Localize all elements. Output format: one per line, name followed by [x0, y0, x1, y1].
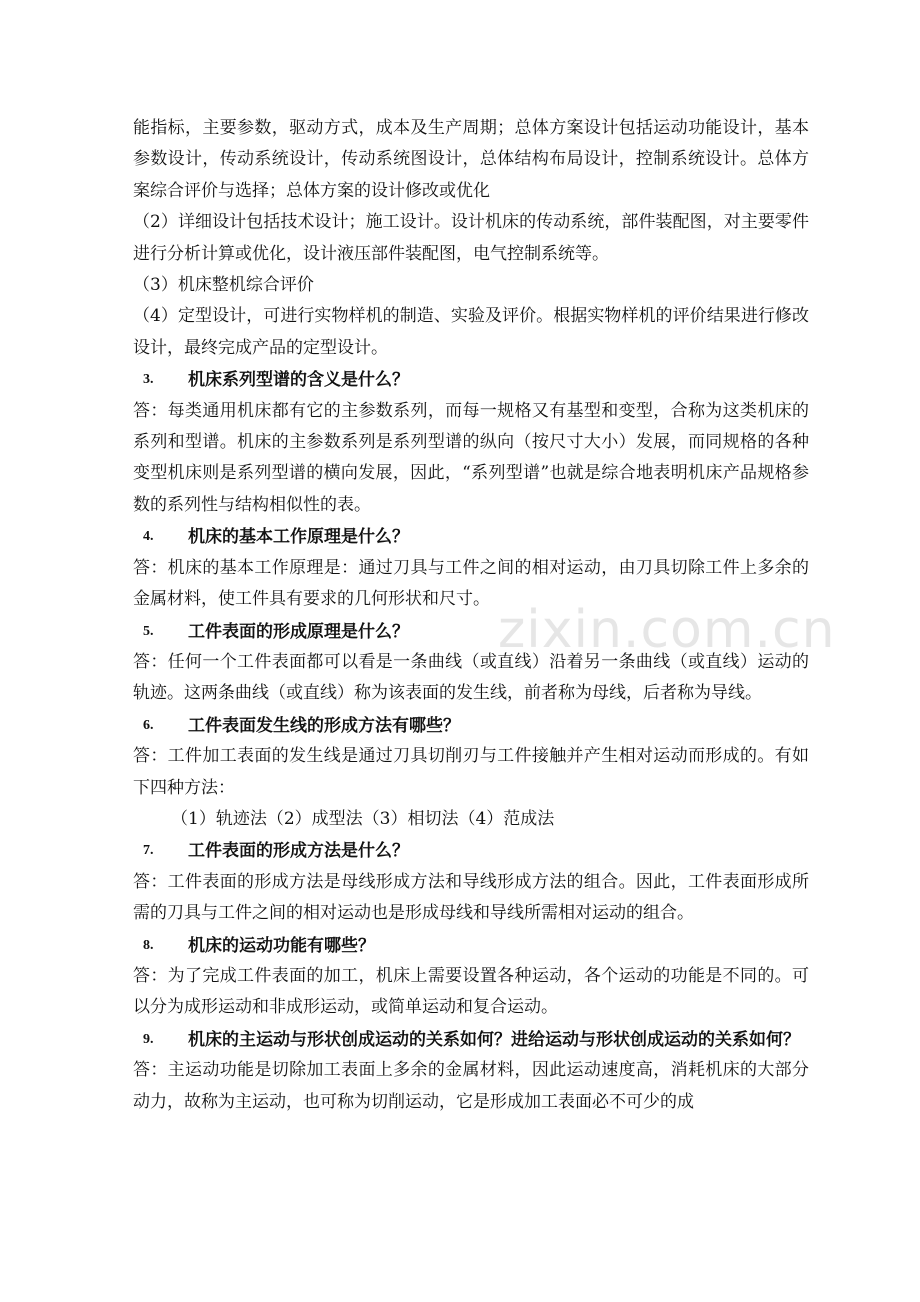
- question-title: 工件表面发生线的形成方法有哪些？: [188, 715, 460, 735]
- question-number: 8.: [143, 937, 154, 953]
- paragraph-evaluation: （3）机床整机综合评价: [133, 275, 314, 296]
- question-number: 5.: [143, 623, 154, 639]
- question-heading: [133, 710, 809, 741]
- question-heading: [133, 1024, 809, 1055]
- paragraph-design-overview: 能指标，主要参数，驱动方式，成本及生产周期；总体方案设计包括运动功能设计，基本参数设计，传动系统设计，传动系统图设计，总体结构布局设计，控制系统设计。总体方案综合评价与选择；总体方案的设计修改或优化: [133, 118, 809, 201]
- paragraph-detailed-design: （2）详细设计包括技术设计；施工设计。设计机床的传动系统，部件装配图，对主要零件进行分析计算或优化，设计液压部件装配图，电气控制系统等。: [133, 212, 809, 264]
- watermark-text: zixin.com.cn: [498, 600, 836, 660]
- question-number: 6.: [143, 717, 154, 733]
- paragraph-final-design: （4）定型设计，可进行实物样机的制造、实验及评价。根据实物样机的评价结果进行修改设计，最终完成产品的定型设计。: [133, 306, 809, 358]
- answer-paragraph: 答：工件加工表面的发生线是通过刀具切削刃与工件接触并产生相对运动而形成的。有如下四种方法：: [133, 746, 809, 798]
- question-heading: [133, 616, 809, 647]
- document-body: [133, 113, 809, 1118]
- question-number: 9.: [143, 1031, 154, 1047]
- question-heading: [133, 835, 809, 866]
- question-title: 工件表面的形成原理是什么？: [188, 621, 409, 641]
- question-title: 机床的运动功能有哪些？: [188, 935, 375, 955]
- question-number: 7.: [143, 843, 154, 859]
- question-heading: [133, 364, 809, 395]
- question-title: 机床的主运动与形状创成运动的关系如何？进给运动与形状创成运动的关系如何？: [188, 1029, 800, 1049]
- answer-paragraph: 答：工件表面的形成方法是母线形成方法和导线形成方法的组合。因此，工件表面形成所需的刀具与工件之间的相对运动也是形成母线和导线所需相对运动的组合。: [133, 871, 809, 924]
- question-title: 工件表面的形成方法是什么？: [188, 841, 409, 861]
- answer-paragraph: 答：机床的基本工作原理是：通过刀具与工件之间的相对运动，由刀具切除工件上多余的金属材料，使工件具有要求的几何形状和尺寸。: [133, 557, 809, 610]
- question-heading: [133, 930, 809, 961]
- question-heading: [133, 521, 809, 552]
- answer-paragraph: 答：每类通用机床都有它的主参数系列，而每一规格又有基型和变型，合称为这类机床的系列和型谱。机床的主参数系列是系列型谱的纵向（按尺寸大小）发展，而同规格的各种变型机床则是系列型谱的横向发展，因此，“系列型谱”也就是综合地表明机床产品规格参数的系列性与结构相似性的表。: [133, 400, 809, 515]
- question-title: 机床的基本工作原理是什么？: [188, 527, 409, 547]
- methods-list: （1）轨迹法（2）成型法（3）相切法（4）范成法: [171, 808, 555, 829]
- question-number: 4.: [143, 529, 154, 545]
- answer-paragraph: 答：任何一个工件表面都可以看是一条曲线（或直线）沿着另一条曲线（或直线）运动的轨迹。这两条曲线（或直线）称为该表面的发生线，前者称为母线，后者称为导线。: [133, 651, 809, 704]
- answer-paragraph: 答：主运动功能是切除加工表面上多余的金属材料，因此运动速度高，消耗机床的大部分动力，故称为主运动，也可称为切削运动，它是形成加工表面必不可少的成: [133, 1060, 809, 1112]
- question-title: 机床系列型谱的含义是什么？: [188, 370, 409, 390]
- answer-paragraph: 答：为了完成工件表面的加工，机床上需要设置各种运动，各个运动的功能是不同的。可以分为成形运动和非成形运动，或简单运动和复合运动。: [133, 965, 809, 1018]
- question-number: 3.: [143, 372, 154, 388]
